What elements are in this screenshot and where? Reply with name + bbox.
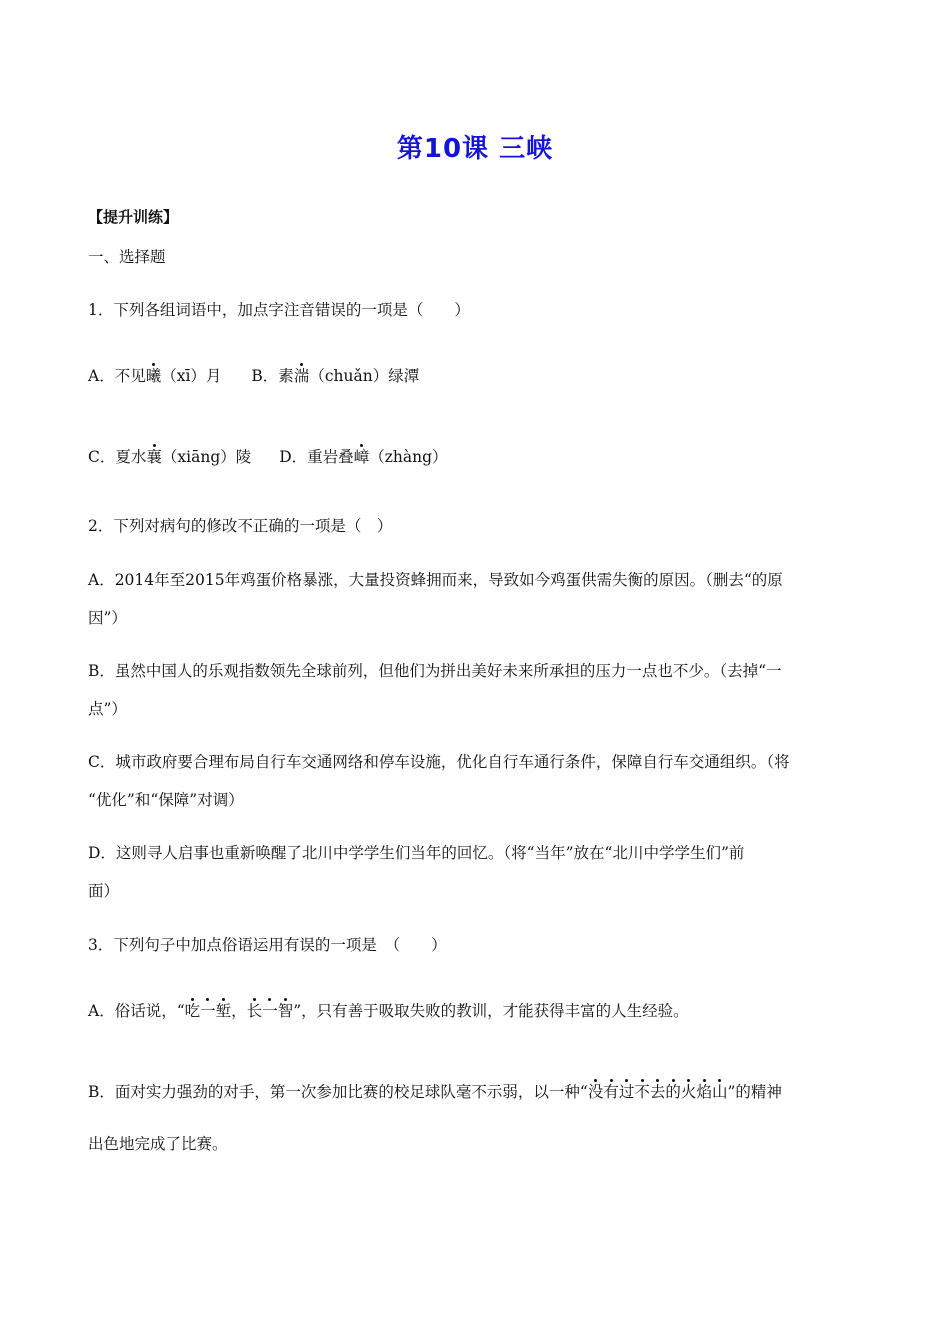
question-1-stem: 1．下列各组词语中，加点字注音错误的一项是（ ） (88, 301, 470, 319)
q2-option-b-line1: B．虽然中国人的乐观指数领先全球前列，但他们为拼出美好未来所承担的压力一点也不少。（去掉“一 (88, 662, 782, 680)
question-2-stem: 2．下列对病句的修改不正确的一项是（ ） (88, 517, 393, 535)
q2-option-a-line2: 因”） (88, 609, 127, 627)
q2-option-b-line2: 点”） (88, 700, 127, 718)
section-heading: 【提升训练】 (88, 208, 179, 226)
q1-option-b: B．素湍（chuǎn）绿潭 (251, 367, 420, 385)
q1-option-c: C．夏水襄（xiāng）陵 (88, 448, 252, 466)
q3-option-b-line1: B．面对实力强劲的对手，第一次参加比赛的校足球队毫不示弱，以一种“没有过不去的火焰山”的精神 (88, 1083, 782, 1101)
q2-option-d-line2: 面） (88, 882, 120, 900)
q1-option-a: A．不见曦（xī）月 (88, 367, 222, 385)
q2-option-c-line2: “优化”和“保障”对调） (88, 791, 244, 809)
question-1-options-ab (88, 366, 419, 386)
page-title: 第10课 三峡 (396, 134, 554, 164)
q3-option-a: A．俗话说，“吃一堑，长一智”，只有善于吸取失败的教训，才能获得丰富的人生经验。 (88, 1002, 689, 1020)
q2-option-c-line1: C．城市政府要合理布局自行车交通网络和停车设施，优化自行车通行条件，保障自行车交通组织。（将 (88, 753, 790, 771)
question-1-options-cd (88, 447, 448, 467)
q3-option-b-line2: 出色地完成了比赛。 (88, 1135, 228, 1153)
q2-option-d-line1: D．这则寻人启事也重新唤醒了北川中学学生们当年的回忆。（将“当年”放在“北川中学学生们”前 (88, 844, 745, 862)
question-3-stem: 3．下列句子中加点俗语运用有误的一项是 （ ） (88, 936, 447, 954)
q2-option-a-line1: A．2014年至2015年鸡蛋价格暴涨，大量投资蜂拥而来，导致如今鸡蛋供需失衡的原因。（删去“的原 (88, 571, 783, 589)
q1-option-d: D．重岩叠嶂（zhàng） (279, 448, 448, 466)
part-heading: 一、选择题 (88, 248, 166, 266)
